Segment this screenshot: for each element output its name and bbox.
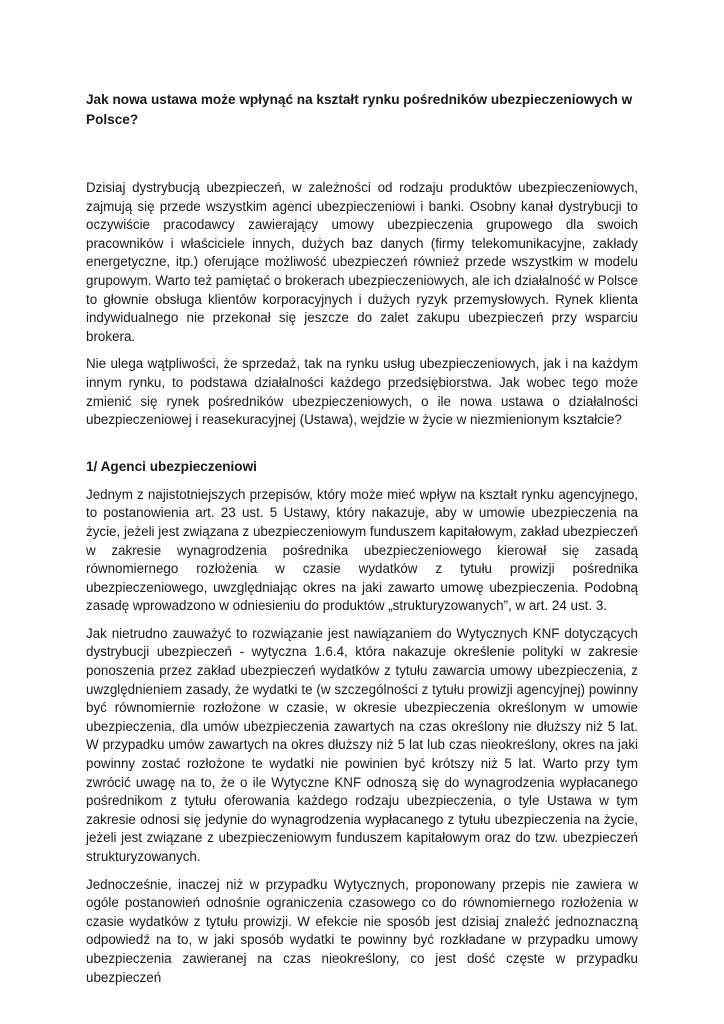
section-heading-agents: 1/ Agenci ubezpieczeniowi [86,458,257,474]
section-1-paragraph-3: Jednocześnie, inaczej niż w przypadku Wytycznych, proponowany przepis nie zawiera w ogóle postanowień odnośnie ograniczenia czasowego co do równomiernego rozłożenia w czasie wydatków z tytułu prowizji. W efekcie nie sposób jest dzisiaj znaleźć jednoznaczną odpowiedź na to, w jaki sposób wydatki te powinny być rozkładane w przypadku umowy ubezpieczenia zawieranej na czas nieokreślony, co jest dość częste w przypadku ubezpieczeń [86,876,638,985]
section-1-paragraph-1: Jednym z najistotniejszych przepisów, który może mieć wpływ na kształt rynku agencyjnego, to postanowienia art. 23 ust. 5 Ustawy, który nakazuje, aby w umowie ubezpieczenia na życie, jeżeli jest związana z ubezpieczeniowym funduszem kapitałowym, zakład ubezpieczeń w zakresie wynagrodzenia pośrednika ubezpieczeniowego kierował się zasadą równomiernego rozłożenia w czasie wydatków z tytułu prowizji pośrednika ubezpieczeniowego, uwzględniając okres na jaki zawarto umowę ubezpieczenia. Podobną zasadę wprowadzono w odniesieniu do produktów „strukturyzowanych”, w art. 24 ust. 3. [86,486,638,614]
intro-paragraph-1: Dzisiaj dystrybucją ubezpieczeń, w zależności od rodzaju produktów ubezpieczeniowych, zajmują się przede wszystkim agenci ubezpieczeniowi i banki. Osobny kanał dystrybucji to oczywiście pracodawcy zawierający umowy ubezpieczenia grupowego dla swoich pracowników i właściciele innych, dużych baz danych (firmy telekomunikacyjne, zakłady energetyczne, itp.) oferujące możliwość ubezpieczeń również przede wszystkim w modelu grupowym. Warto też pamiętać o brokerach ubezpieczeniowych, ale ich działalność w Polsce to głownie obsługa klientów korporacyjnych i dużych ryzyk przemysłowych. Rynek klienta indywidualnego nie przekonał się jeszcze do zalet zakupu ubezpieczeń przy wsparciu brokera. [86,180,638,344]
document-body [86,90,638,996]
document-title: Jak nowa ustawa może wpłynąć na kształt rynku pośredników ubezpieczeniowych w Polsce? [86,92,633,127]
section-1-paragraph-2: Jak nietrudno zauważyć to rozwiązanie jest nawiązaniem do Wytycznych KNF dotyczących dystrybucji ubezpieczeń - wytyczna 1.6.4, która nakazuje określenie polityki w zakresie ponoszenia przez zakład ubezpieczeń wydatków z tytułu zawarcia umowy ubezpieczenia, z uwzględnieniem zasady, że wydatki te (w szczególności z tytułu prowizji agencyjnej) powinny być równomiernie rozłożone w czasie, w okresie ubezpieczenia określonym w umowie ubezpieczenia, dla umów ubezpieczenia zawartych na czas określony nie dłuższy niż 5 lat. W przypadku umów zawartych na okres dłuższy niż 5 lat lub czas nieokreślony, okres na jaki powinny zostać rozłożone te wydatki nie powinien być krótszy niż 5 lat. Warto przy tym zwrócić uwagę na to, że o ile Wytyczne KNF odnoszą się do wynagrodzenia wypłacanego pośrednikom z tytułu oferowania każdego rodzaju ubezpieczenia, o tyle Ustawa w tym zakresie odnosi się jedynie do wynagrodzenia wypłacanego z tytułu ubezpieczenia na życie, jeżeli jest związane z ubezpieczeniowym funduszem kapitałowym oraz do tzw. ubezpieczeń strukturyzowanych. [86,625,638,864]
intro-paragraph-2: Nie ulega wątpliwości, że sprzedaż, tak na rynku usług ubezpieczeniowych, jak i na każdym innym rynku, to podstawa działalności każdego przedsiębiorstwa. Jak wobec tego może zmienić się rynek pośredników ubezpieczeniowych, o ile nowa ustawa o działalności ubezpieczeniowej i reasekuracyjnej (Ustawa), wejdzie w życie w niezmienionym kształcie? [86,356,638,428]
